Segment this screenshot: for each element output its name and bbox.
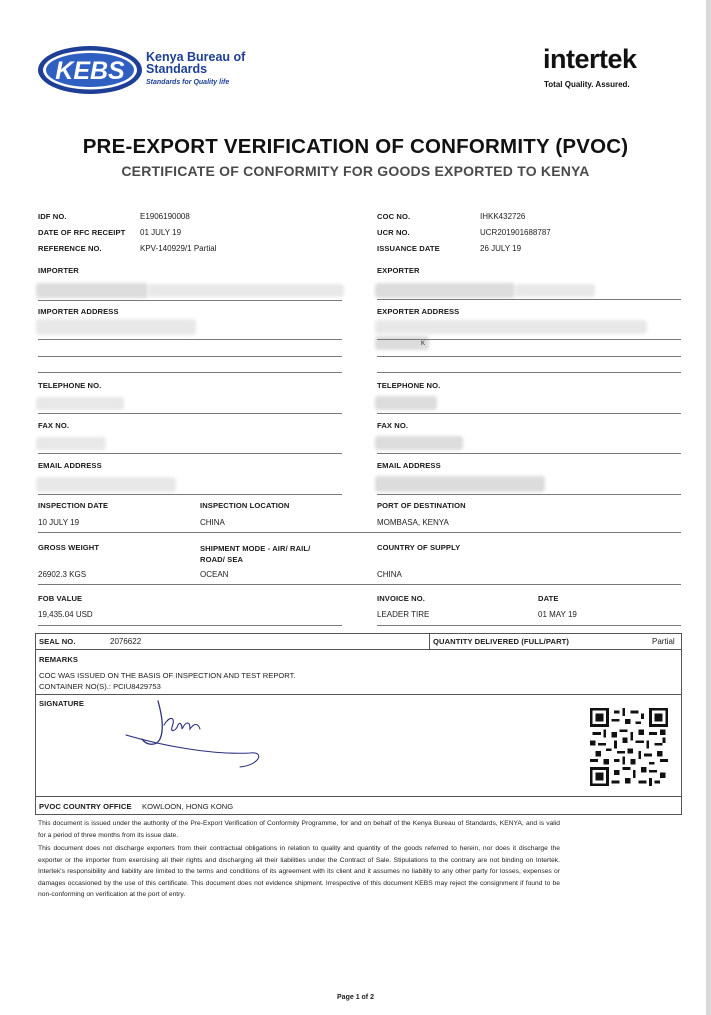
- exporter-telephone-line: [377, 413, 681, 414]
- exporter-telephone-redaction: [375, 396, 437, 410]
- exporter-line: [377, 299, 681, 300]
- inspection-location-value: CHINA: [200, 518, 225, 527]
- invoice-line: [377, 625, 681, 626]
- exporter-email-redaction: [375, 476, 545, 492]
- shipment-mode-label: [200, 543, 310, 565]
- importer-redaction-2: [148, 284, 344, 297]
- remarks-line-2: CONTAINER NO(S).: PCIU8429753: [39, 682, 161, 691]
- importer-label: IMPORTER: [38, 266, 79, 275]
- invoice-date-value: 01 MAY 19: [538, 610, 577, 619]
- signature-label: SIGNATURE: [39, 699, 85, 708]
- importer-email-redaction: [36, 477, 176, 492]
- importer-telephone-line: [38, 413, 342, 414]
- office-value: KOWLOON, HONG KONG: [142, 802, 234, 811]
- ucr-label: UCR NO.: [377, 228, 410, 237]
- page-title: PRE-EXPORT VERIFICATION OF CONFORMITY (PVOC): [82, 135, 629, 158]
- importer-fax-label: FAX NO.: [38, 421, 70, 430]
- coc-label: COC NO.: [377, 212, 411, 221]
- exporter-label: EXPORTER: [377, 266, 420, 275]
- importer-fax-line: [38, 453, 342, 454]
- reference-label: REFERENCE NO.: [38, 244, 102, 253]
- importer-spacer-line: [38, 372, 342, 373]
- inspection-line-1: [38, 532, 681, 533]
- exporter-spacer-line: [377, 372, 681, 373]
- remarks-label: REMARKS: [39, 655, 79, 664]
- idf-value: E1906190008: [140, 212, 190, 221]
- fob-line: [38, 625, 342, 626]
- reference-value: KPV-140929/1 Partial: [140, 244, 217, 253]
- seal-label: SEAL NO.: [39, 637, 76, 646]
- signature-image: [120, 695, 270, 775]
- office-row: [35, 797, 682, 815]
- page-number: Page 1 of 2: [337, 994, 374, 1001]
- importer-redaction: [36, 283, 148, 298]
- page-subtitle: CERTIFICATE OF CONFORMITY FOR GOODS EXPORTED TO KENYA: [121, 163, 590, 179]
- importer-telephone-redaction: [36, 397, 124, 410]
- gross-weight-label: GROSS WEIGHT: [38, 543, 100, 552]
- gross-weight-value: 26902.3 KGS: [38, 570, 87, 579]
- importer-line: [38, 300, 342, 301]
- country-of-supply-label: COUNTRY OF SUPPLY: [377, 543, 461, 552]
- kebs-logo: [37, 45, 143, 95]
- fob-label: FOB VALUE: [38, 594, 83, 603]
- office-label: PVOC COUNTRY OFFICE: [39, 802, 132, 811]
- ucr-value: UCR201901688787: [480, 228, 551, 237]
- invoice-value: LEADER TIRE: [377, 610, 430, 619]
- importer-email-label: EMAIL ADDRESS: [38, 461, 102, 470]
- importer-telephone-label: TELEPHONE NO.: [38, 381, 102, 390]
- rfc-date-value: 01 JULY 19: [140, 228, 182, 237]
- shipment-mode-label-line1: SHIPMENT MODE - AIR/ RAIL/: [200, 544, 311, 553]
- inspection-date-label: INSPECTION DATE: [38, 501, 109, 510]
- kebs-name: [146, 51, 245, 75]
- kebs-tagline: Standards for Quality life: [146, 79, 230, 86]
- importer-address-line2: [38, 356, 342, 357]
- port-value: MOMBASA, KENYA: [377, 518, 449, 527]
- inspection-line-2: [38, 584, 681, 585]
- exporter-email-label: EMAIL ADDRESS: [377, 461, 441, 470]
- issuance-label: ISSUANCE DATE: [377, 244, 440, 253]
- exporter-telephone-label: TELEPHONE NO.: [377, 381, 441, 390]
- qr-code-icon: [590, 708, 668, 786]
- importer-address-label: IMPORTER ADDRESS: [38, 307, 119, 316]
- exporter-fax-redaction: [375, 436, 463, 450]
- inspection-location-label: INSPECTION LOCATION: [200, 501, 290, 510]
- exporter-address-redaction: [375, 320, 647, 334]
- kebs-name-line2: Standards: [146, 62, 208, 76]
- exporter-redaction: [375, 283, 515, 298]
- invoice-label: INVOICE NO.: [377, 594, 425, 603]
- country-of-supply-value: CHINA: [377, 570, 402, 579]
- intertek-tagline: Total Quality. Assured.: [544, 80, 630, 89]
- importer-address-redaction: [36, 319, 196, 335]
- kebs-logo-text: KEBS: [55, 57, 125, 85]
- kebs-name-line1: Kenya Bureau of: [146, 50, 246, 64]
- port-label: PORT OF DESTINATION: [377, 501, 466, 510]
- exporter-address-line2: [377, 356, 681, 357]
- shipment-mode-label-line2: ROAD/ SEA: [200, 555, 244, 564]
- footer-para-2: This document does not discharge exporters from their contractual obligations in relation to quality and quantity of the goods referred to herein, nor does it discharge the exporter or the importer from exercising all their rights and discharging all their liabilities under the Contract of Sale. Stipulations to the contrary are not binding on Intertek. Intertek's responsibility and liability are limited to the terms and conditions of its agreement with its client and it assumes no liability to any other party for losses, expenses or damages occasioned by the use of this certificate. This document does not evidence shipment. Irrespective of this document KEBS may reject the consignment if found to be non-conforming on verification at the port of entry.: [38, 845, 560, 898]
- rfc-date-label: DATE OF RFC RECEIPT: [38, 228, 126, 237]
- inspection-date-value: 10 JULY 19: [38, 518, 80, 527]
- shipment-mode-value: OCEAN: [200, 570, 229, 579]
- exporter-redaction-2: [515, 284, 595, 297]
- importer-fax-redaction: [36, 437, 106, 450]
- coc-value: IHKK432726: [480, 212, 526, 221]
- exporter-address-label: EXPORTER ADDRESS: [377, 307, 460, 316]
- importer-email-line: [38, 494, 342, 495]
- quantity-delivered-value: Partial: [652, 637, 675, 646]
- exporter-address-partial: K: [421, 341, 426, 347]
- intertek-logo: intertek: [543, 44, 637, 74]
- exporter-email-line: [377, 494, 681, 495]
- seal-value: 2076622: [110, 637, 142, 646]
- invoice-date-label: DATE: [538, 594, 559, 603]
- importer-address-line1: [38, 339, 342, 340]
- exporter-fax-label: FAX NO.: [377, 421, 409, 430]
- footer-para-1: This document is issued under the authority of the Pre-Export Verification of Conformity Programme, for and on behalf of the Kenya Bureau of Standards, KENYA, and is valid for a period of three months from its issue date.: [38, 820, 560, 839]
- fob-value: 19,435.04 USD: [38, 610, 93, 619]
- idf-label: IDF NO.: [38, 212, 67, 221]
- issuance-value: 26 JULY 19: [480, 244, 522, 253]
- seal-row-divider: [429, 633, 430, 650]
- exporter-fax-line: [377, 453, 681, 454]
- exporter-address-line1: [377, 339, 681, 340]
- remarks-line-1: COC WAS ISSUED ON THE BASIS OF INSPECTION AND TEST REPORT.: [39, 671, 296, 680]
- quantity-delivered-label: QUANTITY DELIVERED (FULL/PART): [433, 637, 570, 646]
